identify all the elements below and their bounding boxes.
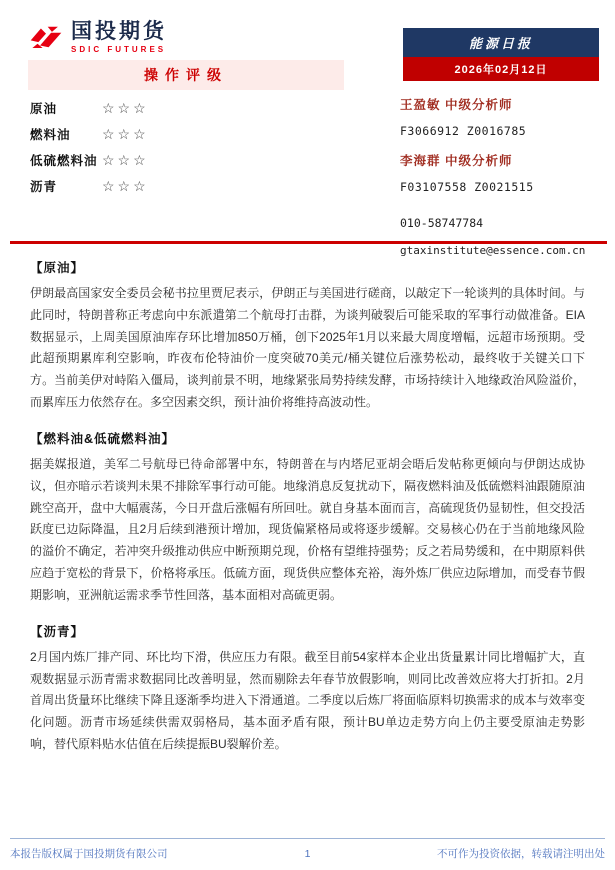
rating-stars: ☆☆☆ (102, 99, 149, 116)
section-title: 【燃料油&低硫燃料油】 (30, 431, 176, 446)
rating-stars: ☆☆☆ (102, 177, 149, 194)
section-title: 【沥青】 (30, 624, 85, 639)
report-body (30, 258, 585, 771)
report-type-banner: 能源日报 (403, 28, 599, 57)
rating-name: 沥青 (30, 179, 58, 194)
analyst-info (400, 95, 605, 257)
logo-cn-text: 国投期货 (71, 20, 167, 43)
company-logo (28, 20, 167, 54)
contact-phone: 010-58747784 (400, 216, 484, 230)
rating-row-crude-oil (30, 99, 340, 116)
section-title: 【原油】 (30, 261, 85, 275)
rating-name: 燃料油 (30, 127, 71, 142)
header-divider (10, 241, 607, 244)
rating-row-low-sulfur-fuel-oil (30, 151, 340, 168)
logo-text-block (71, 20, 167, 54)
page-number: 1 (304, 847, 311, 860)
contact-email: gtaxinstitute@essence.com.cn (400, 244, 586, 257)
rating-row-fuel-oil (30, 125, 340, 142)
rating-name: 原油 (30, 101, 58, 116)
section-text: 伊朗最高国家安全委员会秘书拉里贾尼表示，伊朗正与美国进行磋商，以敲定下一轮谈判的具体时间。与此同时，特朗普称正考虑向中东派遣第二个航母打击群，为谈判破裂后可能采取的军事行动做准备。EIA数据显示，上周美国原油库存环比增加850万桶，创下2025年1月以来最大周度增幅，远超市场预期。受此超预期累库利空影响，昨夜布伦特油价一度突破70美元/桶关键位后涨势松动，最终收于关键关口下方。当前美伊对峙陷入僵局，谈判前景不明，地缘紧张局势持续发酵，市场持续计入地缘政治风险溢价，而累库压力依然存在。多空因素交织，预计油价将维持高波动性。 (30, 286, 585, 410)
section-text: 据美媒报道，美军二号航母已待命部署中东，特朗普在与内塔尼亚胡会晤后发帖称更倾向与伊朗达成协议，但亦暗示若谈判未果不排除军事行动可能。地缘消息反复扰动下，隔夜燃料油及低硫燃料油跟随原油跳空高开，盘中大幅震荡，今日开盘后涨幅有所回吐。就自身基本面而言，高硫现货仍显韧性，但交投活跃度已边际降温，且2月后续到港预计增加，现货偏紧格局或将逐步缓解。交易核心仍在于当前地缘风险的溢价不确定，若冲突升级推动供应中断预期兑现，价格有望维持强势；反之若局势缓和，在中期原料供应趋于宽松的背景下，价格将承压。低硫方面，现货供应整体充裕，海外炼厂供应边际增加，而受春节假期影响，亚洲航运需求季节性回落，基本面相对高硫更弱。 (30, 456, 585, 602)
footer-disclaimer: 不可作为投资依据，转载请注明出处 (437, 848, 605, 860)
footer-copyright: 本报告版权属于国投期货有限公司 (10, 848, 168, 860)
section-fuel-oil (30, 429, 585, 607)
logo-en-text: SDIC FUTURES (71, 45, 167, 55)
rating-row-asphalt (30, 177, 340, 194)
rating-section-title: 操作评级 (28, 60, 344, 90)
report-date: 2026年02月12日 (403, 57, 599, 81)
rating-stars: ☆☆☆ (102, 151, 149, 168)
analyst-name: 李海群 中级分析师 (400, 154, 513, 168)
section-asphalt (30, 622, 585, 756)
section-text: 2月国内炼厂排产同、环比均下滑，供应压力有限。截至目前54家样本企业出货量累计同比增幅扩大，直观数据显示沥青需求数据同比改善明显，然而剔除去年春节放假影响，则同比改善效应将大打折扣。2月首周出货量环比继续下降且逐渐季均进入下滑通道。二季度以后炼厂将面临原料切换需求的成本与效率变化问题。沥青市场延续供需双弱格局，基本面矛盾有限，预计BU单边走势方向上仍主要受原油走势影响，替代原料贴水估值在后续提振BU裂解价差。 (30, 649, 585, 752)
analyst-license-ids: F03107558 Z0021515 (400, 180, 534, 194)
analyst-license-ids: F3066912 Z0016785 (400, 124, 527, 138)
rating-stars: ☆☆☆ (102, 125, 149, 142)
rating-name: 低硫燃料油 (30, 153, 98, 168)
page-footer (10, 838, 605, 861)
sdic-logo-icon (28, 20, 64, 54)
section-crude-oil (30, 258, 585, 414)
analyst-name: 王盈敏 中级分析师 (400, 98, 513, 112)
rating-list (30, 99, 340, 203)
